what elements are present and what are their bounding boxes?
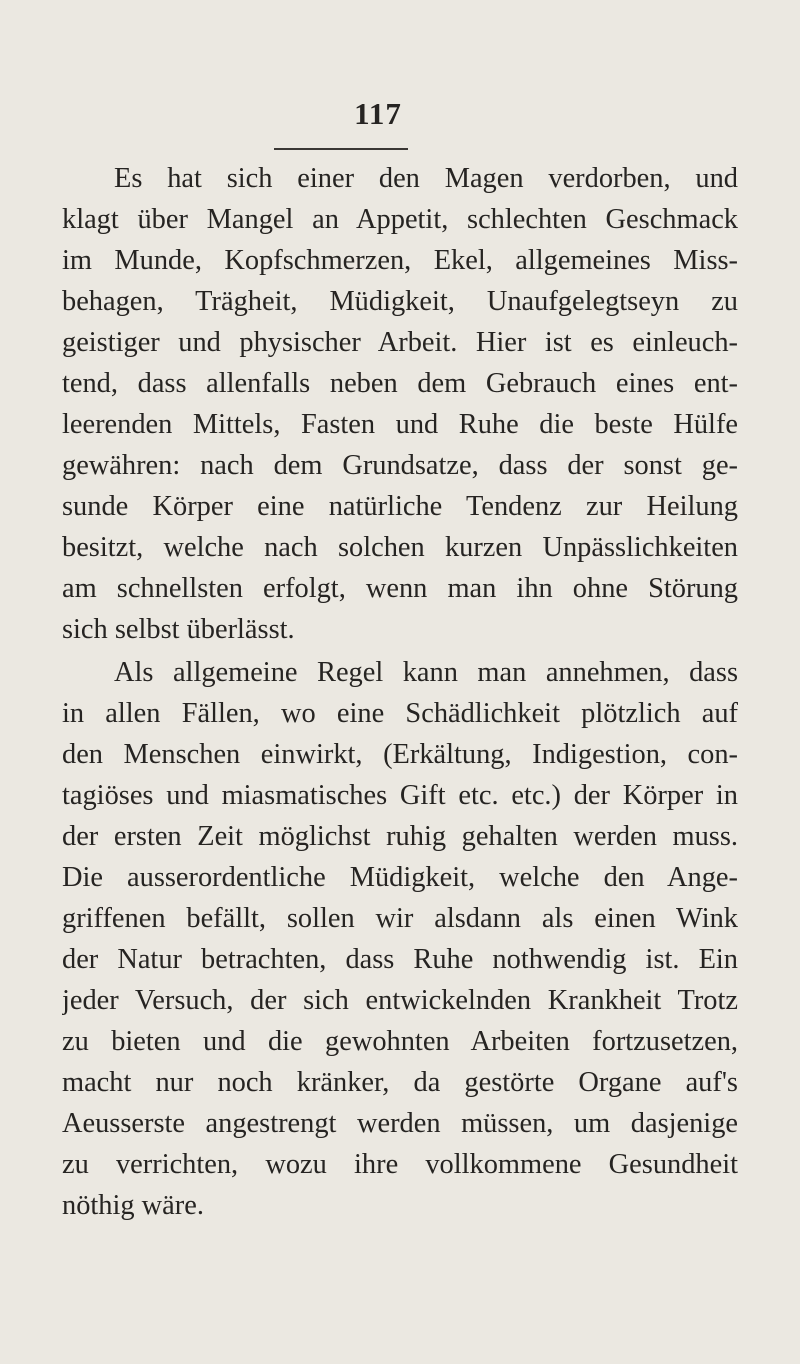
text-line: Es hat sich einer den Magen verdorben, und: [114, 163, 738, 194]
paragraph-1: [62, 158, 738, 650]
text-line: macht nur noch kränker, da gestörte Organe auf's: [62, 1067, 738, 1098]
text-line: der Natur betrachten, dass Ruhe nothwendig ist. Ein: [62, 944, 738, 975]
page-number: 117: [354, 96, 402, 131]
text-line: zu verrichten, wozu ihre vollkommene Gesundheit: [62, 1149, 738, 1180]
text-line: sunde Körper eine natürliche Tendenz zur Heilung: [62, 491, 738, 522]
text-line: sich selbst überlässt.: [62, 614, 295, 645]
text-line: tagiöses und miasmatisches Gift etc. etc.) der Körper in: [62, 780, 738, 811]
text-line: gewähren: nach dem Grundsatze, dass der sonst ge-: [62, 450, 738, 481]
text-line: behagen, Trägheit, Müdigkeit, Unaufgelegtseyn zu: [62, 286, 738, 317]
text-line: zu bieten und die gewohnten Arbeiten fortzusetzen,: [62, 1026, 738, 1057]
text-line: in allen Fällen, wo eine Schädlichkeit plötzlich auf: [62, 698, 738, 729]
text-line: geistiger und physischer Arbeit. Hier ist es einleuch-: [62, 327, 738, 358]
text-line: nöthig wäre.: [62, 1190, 204, 1221]
text-line: griffenen befällt, sollen wir alsdann als einen Wink: [62, 903, 738, 934]
text-line: Die ausserordentliche Müdigkeit, welche den Ange-: [62, 862, 738, 893]
text-line: jeder Versuch, der sich entwickelnden Krankheit Trotz: [62, 985, 738, 1016]
paragraph-2: [62, 652, 738, 1226]
text-line: den Menschen einwirkt, (Erkältung, Indigestion, con-: [62, 739, 738, 770]
text-line: klagt über Mangel an Appetit, schlechten Geschmack: [62, 204, 738, 235]
text-line: Aeusserste angestrengt werden müssen, um dasjenige: [62, 1108, 738, 1139]
text-line: besitzt, welche nach solchen kurzen Unpässlichkeiten: [62, 532, 738, 563]
text-line: tend, dass allenfalls neben dem Gebrauch eines ent-: [62, 368, 738, 399]
text-line: der ersten Zeit möglichst ruhig gehalten werden muss.: [62, 821, 738, 852]
text-line: am schnellsten erfolgt, wenn man ihn ohne Störung: [62, 573, 738, 604]
text-line: leerenden Mittels, Fasten und Ruhe die beste Hülfe: [62, 409, 738, 440]
header-rule: [274, 148, 408, 150]
text-line: Als allgemeine Regel kann man annehmen, dass: [114, 657, 738, 688]
text-line: im Munde, Kopfschmerzen, Ekel, allgemeines Miss-: [62, 245, 738, 276]
